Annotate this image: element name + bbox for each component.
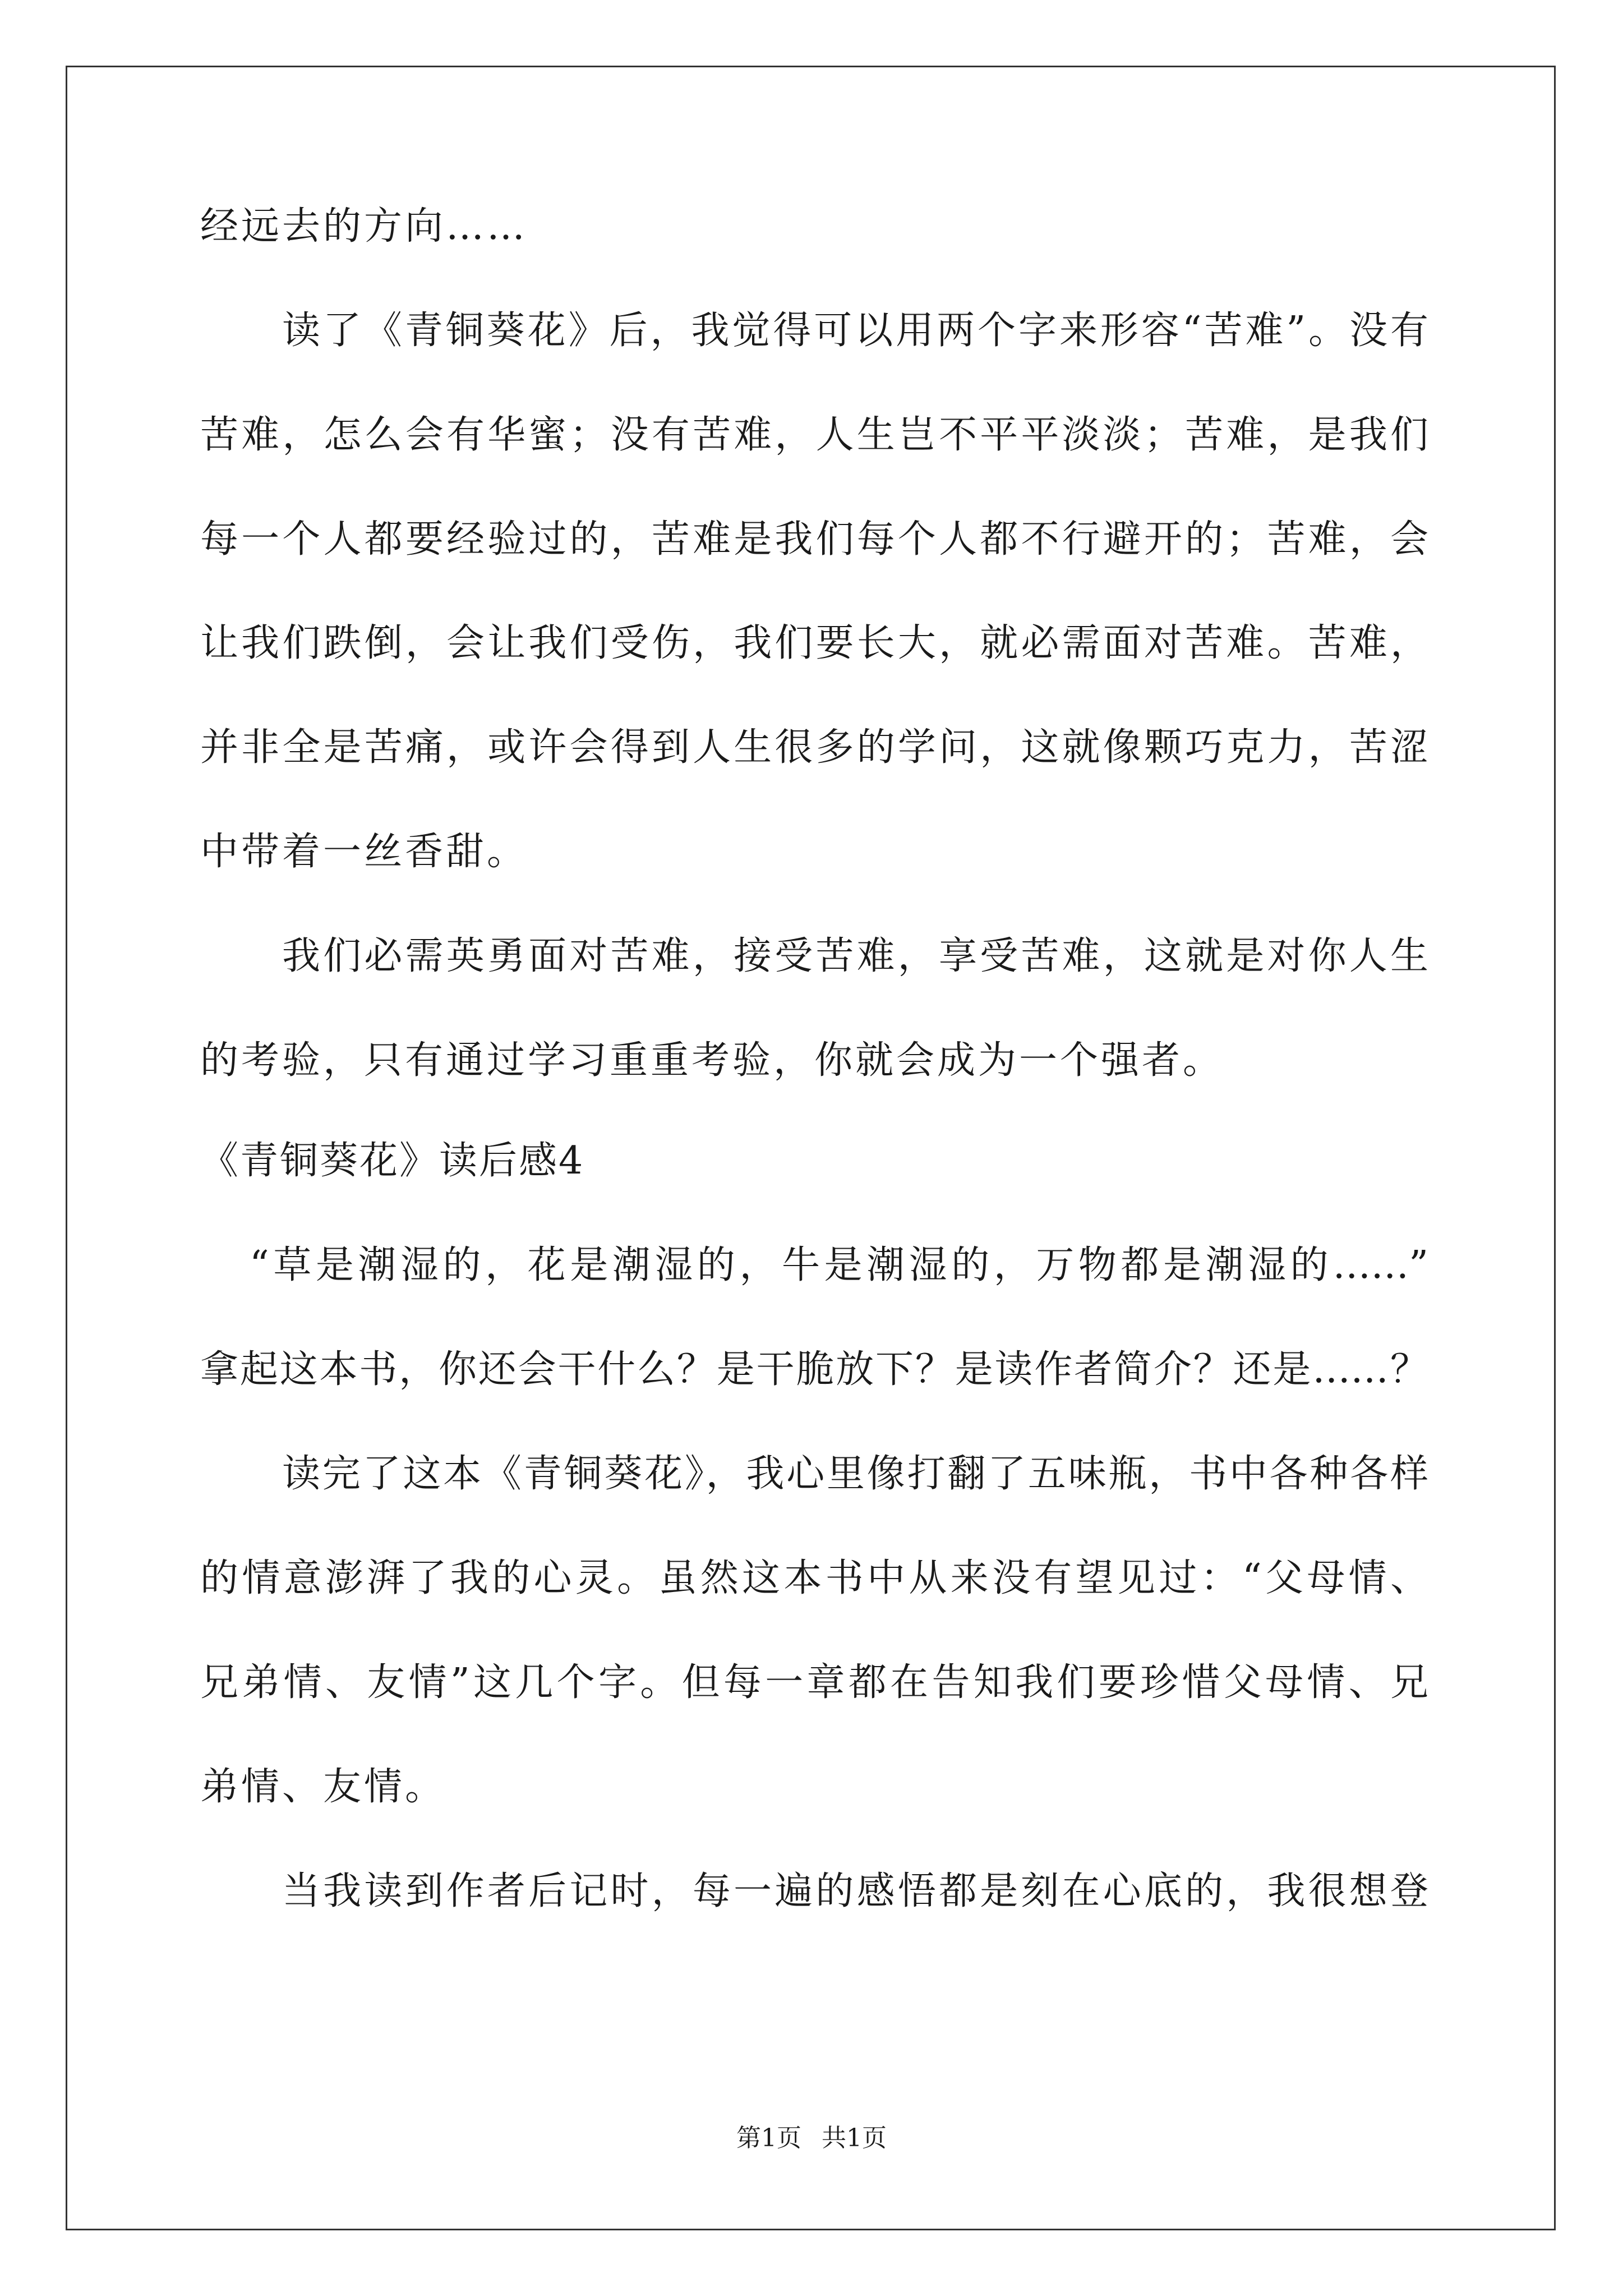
page-footer — [0, 2126, 1623, 2151]
text-line: 苦难，怎么会有华蜜；没有苦难，人生岂不平平淡淡；苦难，是我们 — [200, 413, 1428, 457]
text-line: 读完了这本《青铜葵花》，我心里像打翻了五味瓶，书中各种各样 — [282, 1452, 1428, 1496]
text-line: 并非全是苦痛，或许会得到人生很多的学问，这就像颗巧克力，苦涩 — [200, 725, 1428, 770]
text-line: 读了《青铜葵花》后，我觉得可以用两个字来形容“苦难”。没有 — [282, 309, 1428, 353]
page-number: 第1页 — [736, 2124, 801, 2152]
page-total: 共1页 — [822, 2124, 887, 2152]
text-line: 让我们跌倒，会让我们受伤，我们要长大，就必需面对苦难。苦难， — [200, 621, 1428, 665]
text-line: 的考验，只有通过学习重重考验，你就会成为一个强者。 — [200, 1038, 1224, 1083]
text-line: 当我读到作者后记时，每一遍的感悟都是刻在心底的，我很想登 — [282, 1869, 1428, 1913]
text-line: 每一个人都要经验过的，苦难是我们每个人都不行避开的；苦难，会 — [200, 517, 1428, 562]
section-heading: 《青铜葵花》读后感4 — [200, 1139, 585, 1183]
text-line: 拿起这本书，你还会干什么？是干脆放下？是读作者简介？还是……？ — [200, 1347, 1428, 1392]
text-line: “草是潮湿的，花是潮湿的，牛是潮湿的，万物都是潮湿的……” — [250, 1243, 1428, 1287]
text-line: 的情意澎湃了我的心灵。虽然这本书中从来没有望见过：“父母情、 — [200, 1556, 1428, 1600]
text-line: 兄弟情、友情”这几个字。但每一章都在告知我们要珍惜父母情、兄 — [200, 1660, 1428, 1705]
text-line: 我们必需英勇面对苦难，接受苦难，享受苦难，这就是对你人生 — [282, 934, 1428, 978]
text-line: 中带着一丝香甜。 — [200, 830, 528, 874]
text-line: 弟情、友情。 — [200, 1765, 446, 1809]
text-line: 经远去的方向…… — [200, 204, 528, 249]
